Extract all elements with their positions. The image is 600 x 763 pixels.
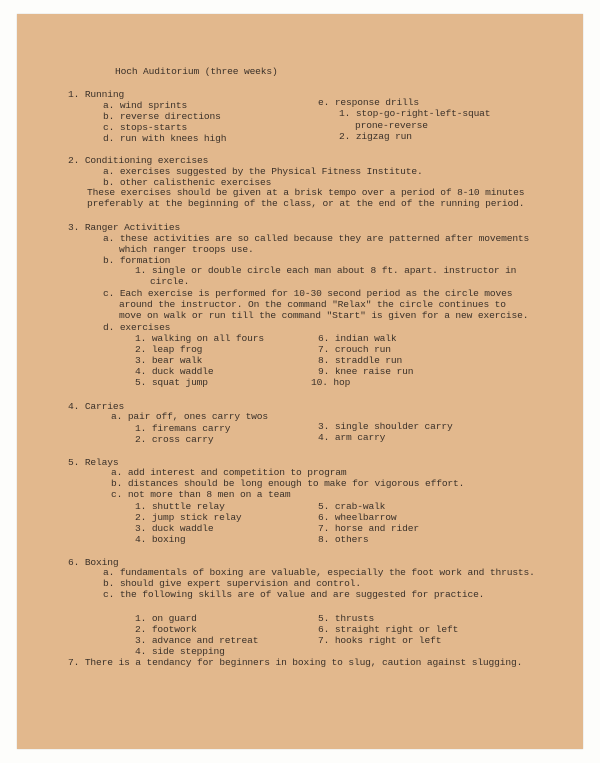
running-item-e1-cont: prone-reverse — [355, 120, 428, 131]
running-item-e: e. response drills — [318, 97, 419, 108]
section-ranger-heading: 3. Ranger Activities — [68, 222, 181, 233]
boxing-skill: 5. thrusts — [318, 613, 375, 624]
ranger-item-c-line2: around the instructor. On the command "Relax" the circle continues to — [119, 299, 506, 310]
ranger-exercise: 5. squat jump — [135, 377, 208, 388]
section-running-heading: 1. Running — [68, 89, 125, 100]
ranger-exercise: 1. walking on all fours — [135, 333, 264, 344]
ranger-item-a-line1: a. these activities are so called because they are patterned after movements — [103, 233, 530, 244]
relays-list-item: 3. duck waddle — [135, 523, 214, 534]
boxing-skill: 2. footwork — [135, 624, 197, 635]
running-item-e1: 1. stop-go-right-left-squat — [339, 108, 491, 119]
ranger-item-a-line2: which ranger troops use. — [119, 244, 254, 255]
running-item-a: a. wind sprints — [103, 100, 188, 111]
ranger-formation-1: 1. single or double circle each man about 8 ft. apart. instructor in — [135, 265, 517, 276]
carries-list-item: 3. single shoulder carry — [318, 421, 453, 432]
ranger-exercise: 4. duck waddle — [135, 366, 214, 377]
typewritten-page — [17, 14, 583, 749]
relays-list-item: 2. jump stick relay — [135, 512, 242, 523]
ranger-exercise: 3. bear walk — [135, 355, 203, 366]
section-carries-heading: 4. Carries — [68, 401, 125, 412]
running-item-d: d. run with knees high — [103, 133, 227, 144]
relays-list-item: 4. boxing — [135, 534, 186, 545]
boxing-skill: 6. straight right or left — [318, 624, 459, 635]
ranger-exercise: 9. knee raise run — [318, 366, 414, 377]
section-conditioning-heading: 2. Conditioning exercises — [68, 155, 209, 166]
running-item-e2: 2. zigzag run — [339, 131, 412, 142]
running-item-b: b. reverse directions — [103, 111, 221, 122]
conditioning-paragraph-line1: These exercises should be given at a brisk tempo over a period of 8-10 minutes — [87, 187, 525, 198]
ranger-formation-1-cont: circle. — [150, 276, 190, 287]
carries-list-item: 2. cross carry — [135, 434, 214, 445]
relays-item-b: b. distances should be long enough to make for vigorous effort. — [111, 478, 465, 489]
boxing-skill: 7. hooks right or left — [318, 635, 442, 646]
running-item-c: c. stops-starts — [103, 122, 188, 133]
relays-item-c: c. not more than 8 men on a team — [111, 489, 291, 500]
carries-list-item: 4. arm carry — [318, 432, 386, 443]
section-boxing-heading: 6. Boxing — [68, 557, 119, 568]
section-relays-heading: 5. Relays — [68, 457, 119, 468]
conditioning-item-a: a. exercises suggested by the Physical Fitness Institute. — [103, 166, 423, 177]
ranger-item-c-line3: move on walk or run till the command "Start" is given for a new exercise. — [119, 310, 529, 321]
conditioning-item-b: b. other calisthenic exercises — [103, 177, 272, 188]
ranger-exercise: 7. crouch run — [318, 344, 391, 355]
relays-item-a: a. add interest and competition to program — [111, 467, 347, 478]
ranger-exercise: 10. hop — [311, 377, 351, 388]
boxing-skill: 3. advance and retreat — [135, 635, 259, 646]
relays-list-item: 8. others — [318, 534, 369, 545]
conditioning-paragraph-line2: preferably at the beginning of the class, or at the end of the running period. — [87, 198, 525, 209]
ranger-exercise: 6. indian walk — [318, 333, 397, 344]
relays-list-item: 1. shuttle relay — [135, 501, 225, 512]
section-7-note: 7. There is a tendancy for beginners in boxing to slug, caution against slugging. — [68, 657, 523, 668]
relays-list-item: 6. wheelbarrow — [318, 512, 397, 523]
boxing-skill: 4. side stepping — [135, 646, 225, 657]
boxing-item-c: c. the following skills are of value and are suggested for practice. — [103, 589, 485, 600]
ranger-item-c-line1: c. Each exercise is performed for 10-30 second period as the circle moves — [103, 288, 513, 299]
boxing-item-a: a. fundamentals of boxing are valuable, especially the foot work and thrusts. — [103, 567, 535, 578]
ranger-item-d: d. exercises — [103, 322, 171, 333]
boxing-item-b: b. should give expert supervision and control. — [103, 578, 361, 589]
carries-list-item: 1. firemans carry — [135, 423, 231, 434]
ranger-exercise: 2. leap frog — [135, 344, 203, 355]
boxing-skill: 1. on guard — [135, 613, 197, 624]
relays-list-item: 7. horse and rider — [318, 523, 419, 534]
ranger-item-b: b. formation — [103, 255, 171, 266]
page-title: Hoch Auditorium (three weeks) — [115, 66, 278, 77]
ranger-exercise: 8. straddle run — [318, 355, 403, 366]
carries-item-a: a. pair off, ones carry twos — [111, 411, 269, 422]
relays-list-item: 5. crab-walk — [318, 501, 386, 512]
